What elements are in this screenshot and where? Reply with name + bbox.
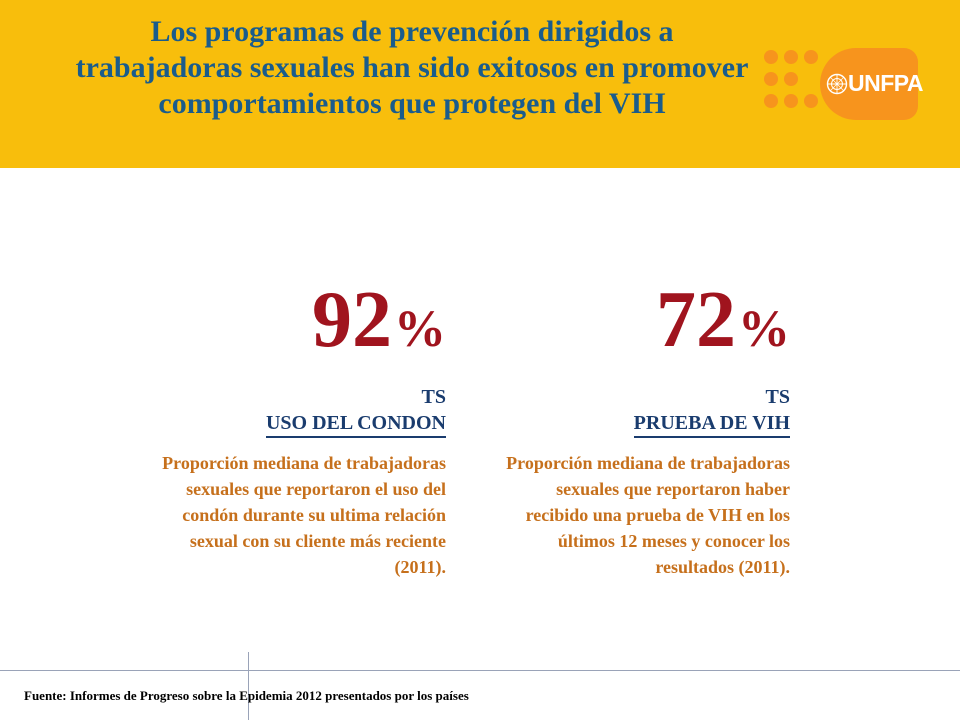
- stat-description: Proporción mediana de trabajadoras sexuales que reportaron el uso del condón durante su ultima relación sexual con su cliente más reciente (2011).: [162, 453, 446, 577]
- logo-dot: [784, 94, 798, 108]
- source-note: Fuente: Informes de Progreso sobre la Epidemia 2012 presentados por los países: [24, 688, 469, 703]
- stat-condom-use: [150, 272, 446, 580]
- logo-dot: [764, 94, 778, 108]
- logo-dot: [784, 72, 798, 86]
- stat-number: 72: [656, 276, 736, 364]
- un-emblem-icon: [826, 73, 848, 95]
- stat-subject: TS: [421, 386, 446, 408]
- logo-wordmark: UNFPA: [848, 70, 924, 96]
- footer-divider: [0, 670, 960, 671]
- page-title: Los programas de prevención dirigidos a trabajadoras sexuales han sido exitosos en promover comportamientos que protegen del VIH: [75, 15, 749, 120]
- stat-unit: %: [738, 301, 790, 358]
- stat-value: [150, 272, 446, 378]
- logo-dot: [804, 94, 818, 108]
- logo-dot: [764, 72, 778, 86]
- footer-tick: [248, 652, 249, 720]
- header-banner: [0, 0, 960, 168]
- logo-dot: [804, 50, 818, 64]
- stat-number: 92: [312, 276, 392, 364]
- stat-value: [490, 272, 790, 378]
- stat-unit: %: [394, 301, 446, 358]
- logo-dot: [764, 50, 778, 64]
- stat-label: PRUEBA DE VIH: [634, 410, 790, 438]
- unfpa-logo: [762, 46, 922, 122]
- stat-description: Proporción mediana de trabajadoras sexuales que reportaron haber recibido una prueba de VIH en los últimos 12 meses y conocer los resultados (2011).: [506, 453, 790, 577]
- stat-hiv-test: [490, 272, 790, 580]
- stat-label: USO DEL CONDON: [266, 410, 446, 438]
- stat-subject: TS: [765, 386, 790, 408]
- logo-dot: [784, 50, 798, 64]
